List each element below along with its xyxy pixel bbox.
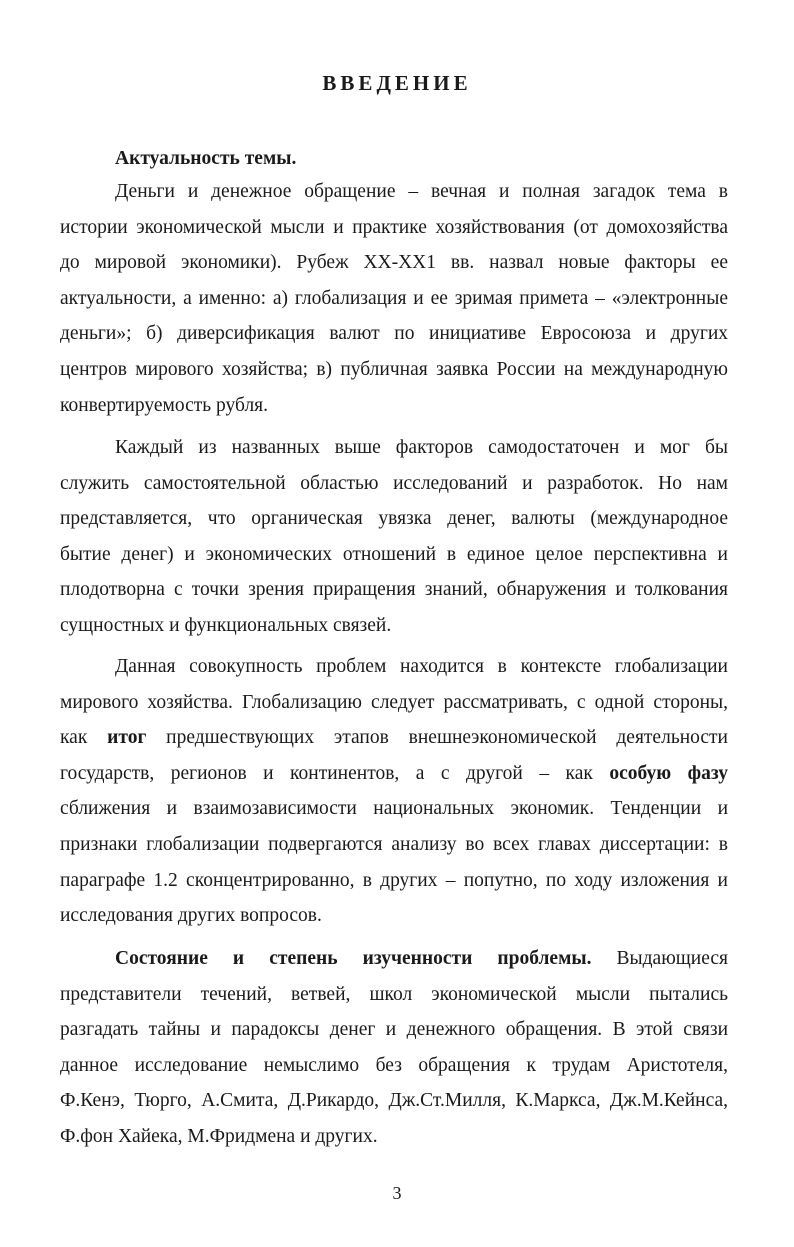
paragraph-line: центров мирового хозяйства; в) публичная заявка России на международную [60,358,728,380]
paragraph-line: актуальности, а именно: а) глобализация и ее зримая примета – «электронные [60,287,728,309]
paragraph-line: служить самостоятельной областью исследований и разработок. Но нам [60,472,728,494]
paragraph-line: Деньги и денежное обращение – вечная и полная загадок тема в [115,181,728,202]
paragraph-factors [60,430,728,644]
paragraph-line [60,720,728,756]
text-run: предшествующих этапов внешнеэкономической деятельности [146,727,728,749]
paragraph-line: представители течений, ветвей, школ экономической мысли пытались [60,983,728,1005]
paragraph-line [60,756,728,792]
text-run: Выдающиеся [591,948,728,969]
paragraph-line: исследования других вопросов. [60,905,322,927]
paragraph-line: сближения и взаимозависимости национальных экономик. Тенденции и [60,798,728,820]
paragraph-line: мирового хозяйства. Глобализацию следует рассматривать, с одной стороны, [60,691,728,713]
section-heading-relevance: Актуальность темы. [115,148,297,169]
page-number: 3 [392,1183,402,1203]
page-title: ВВЕДЕНИЕ [322,71,472,95]
paragraph-line: Ф.Кенэ, Тюрго, А.Смита, Д.Рикардо, Дж.Ст.Милля, К.Маркса, Дж.М.Кейнса, [60,1090,728,1112]
paragraph-line: параграфе 1.2 сконцентрированно, в других – попутно, по ходу изложения и [60,869,728,891]
paragraph-state-of-research [60,941,728,1155]
section-heading-state-of-research: Состояние и степень изученности проблемы. [115,948,592,969]
emphasis-itog: итог [107,727,147,749]
paragraph-line: плодотворна с точки зрения приращения знаний, обнаружения и толкования [60,579,728,601]
paragraph-line: Ф.фон Хайека, М.Фридмена и других. [60,1125,378,1147]
paragraph-line: сущностных и функциональных связей. [60,614,392,636]
paragraph-globalization [60,649,728,934]
text-run: государств, регионов и континентов, а с другой – как [60,762,610,784]
text-run: как [60,727,108,749]
paragraph-relevance [60,174,728,423]
paragraph-line: истории экономической мысли и практике хозяйствования (от домохозяйства [60,216,728,238]
emphasis-special-phase: особую фазу [609,762,729,784]
paragraph-line: представляется, что органическая увязка денег, валюты (международное [60,508,728,530]
paragraph-line: признаки глобализации подвергаются анализу во всех главах диссертации: в [60,833,728,855]
paragraph-line: конвертируемость рубля. [60,394,269,416]
paragraph-line: разгадать тайны и парадоксы денег и денежного обращения. В этой связи [60,1019,728,1041]
paragraph-line: деньги»; б) диверсификация валют по инициативе Евросоюза и других [60,323,728,345]
paragraph-line: данное исследование немыслимо без обращения к трудам Аристотеля, [60,1054,728,1076]
paragraph-line: бытие денег) и экономических отношений в единое целое перспективна и [60,543,728,565]
paragraph-line: до мировой экономики). Рубеж XX-XX1 вв. назвал новые факторы ее [60,252,728,274]
paragraph-line [60,941,728,977]
paragraph-line: Данная совокупность проблем находится в контексте глобализации [115,656,728,677]
paragraph-line: Каждый из названных выше факторов самодостаточен и мог бы [115,437,728,458]
